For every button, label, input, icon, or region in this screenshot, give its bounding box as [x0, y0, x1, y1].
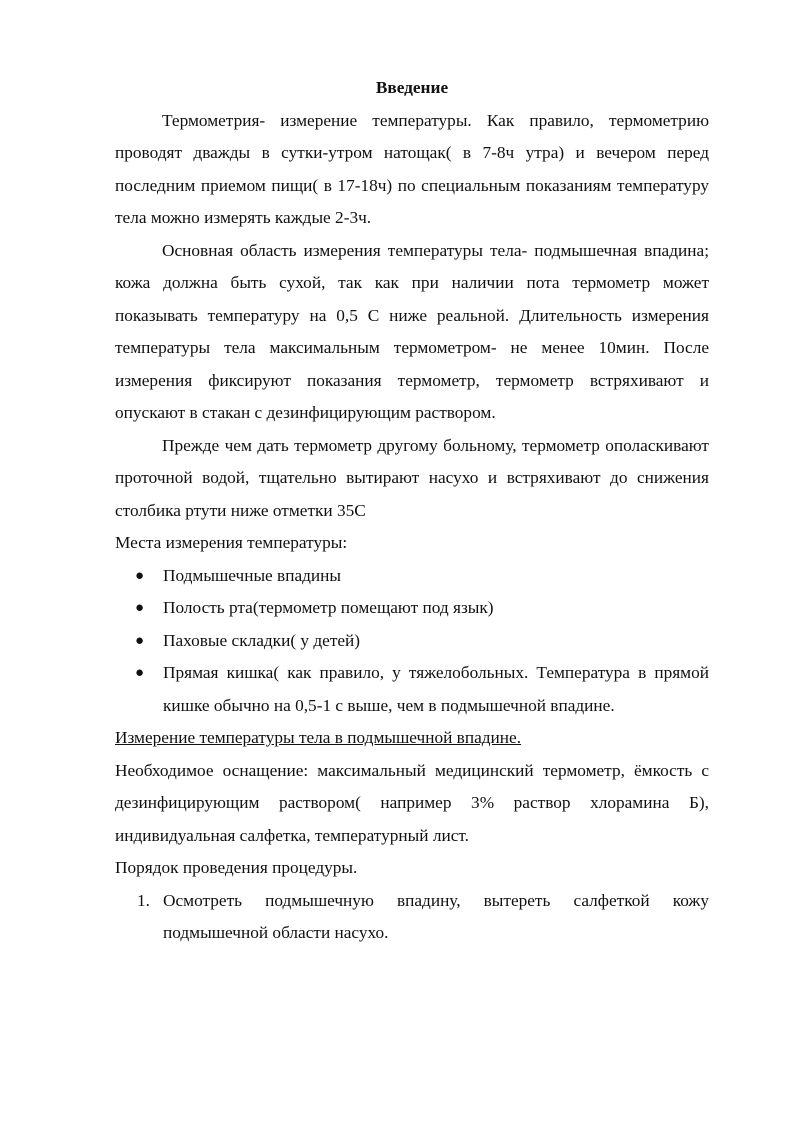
list-item-text: Подмышечные впадины: [163, 565, 342, 585]
sites-list: [115, 560, 709, 723]
document-title: Введение: [375, 78, 449, 97]
bullet-icon: ●: [135, 632, 145, 649]
list-item: [115, 560, 709, 593]
bullet-icon: ●: [135, 567, 145, 584]
document-page: [115, 72, 709, 950]
bullet-icon: ●: [135, 665, 145, 681]
list-item-text: Паховые складки( у детей): [163, 630, 361, 650]
step-item: [115, 885, 709, 950]
list-item-text: Прямая кишка( как правило, у тяжелобольных. Температура в прямой кишке обычно на 0,5-1 с выше, чем в подмышечной впадине.: [163, 663, 709, 715]
list-item-text: Полость рта(термометр помещают под язык): [163, 598, 494, 617]
list-item: [115, 657, 709, 722]
paragraph-thermometry: Термометрия- измерение температуры. Как правило, термометрию проводят дважды в сутки-утром натощак( в 7-8ч утра) и вечером перед последним приемом пищи( в 17-18ч) по специальным показаниям температуру тела можно измерять каждые 2-3ч.: [115, 110, 709, 227]
sites-heading: Места измерения температуры:: [115, 533, 348, 552]
section-heading: Измерение температуры тела в подмышечной впадине.: [115, 728, 522, 747]
paragraph-axillary-area: Основная область измерения температуры тела- подмышечная впадина; кожа должна быть сухой, так как при наличии пота термометр может показывать температуру на 0,5 С ниже реальной. Длительность измерения температуры тела максимальным термометром- не менее 10мин. После измерения фиксируют показания термометр, термометр встряхивают и опускают в стакан с дезинфицирующим раствором.: [115, 240, 709, 422]
bullet-icon: ●: [135, 600, 145, 616]
list-item: [115, 625, 709, 658]
step-number: 1.: [137, 890, 150, 910]
procedure-heading: Порядок проведения процедуры.: [115, 858, 358, 877]
list-item: [115, 592, 709, 625]
step-text: Осмотреть подмышечную впадину, вытереть салфеткой кожу подмышечной области насухо.: [163, 890, 709, 942]
procedure-steps: [115, 885, 709, 950]
paragraph-thermometer-handling: Прежде чем дать термометр другому больному, термометр ополаскивают проточной водой, тщательно вытирают насухо и встряхивают до снижения столбика ртути ниже отметки 35С: [115, 435, 709, 520]
equipment-paragraph: Необходимое оснащение: максимальный медицинский термометр, ёмкость с дезинфицирующим раствором( например 3% раствор хлорамина Б), индивидуальная салфетка, температурный лист.: [115, 760, 709, 845]
